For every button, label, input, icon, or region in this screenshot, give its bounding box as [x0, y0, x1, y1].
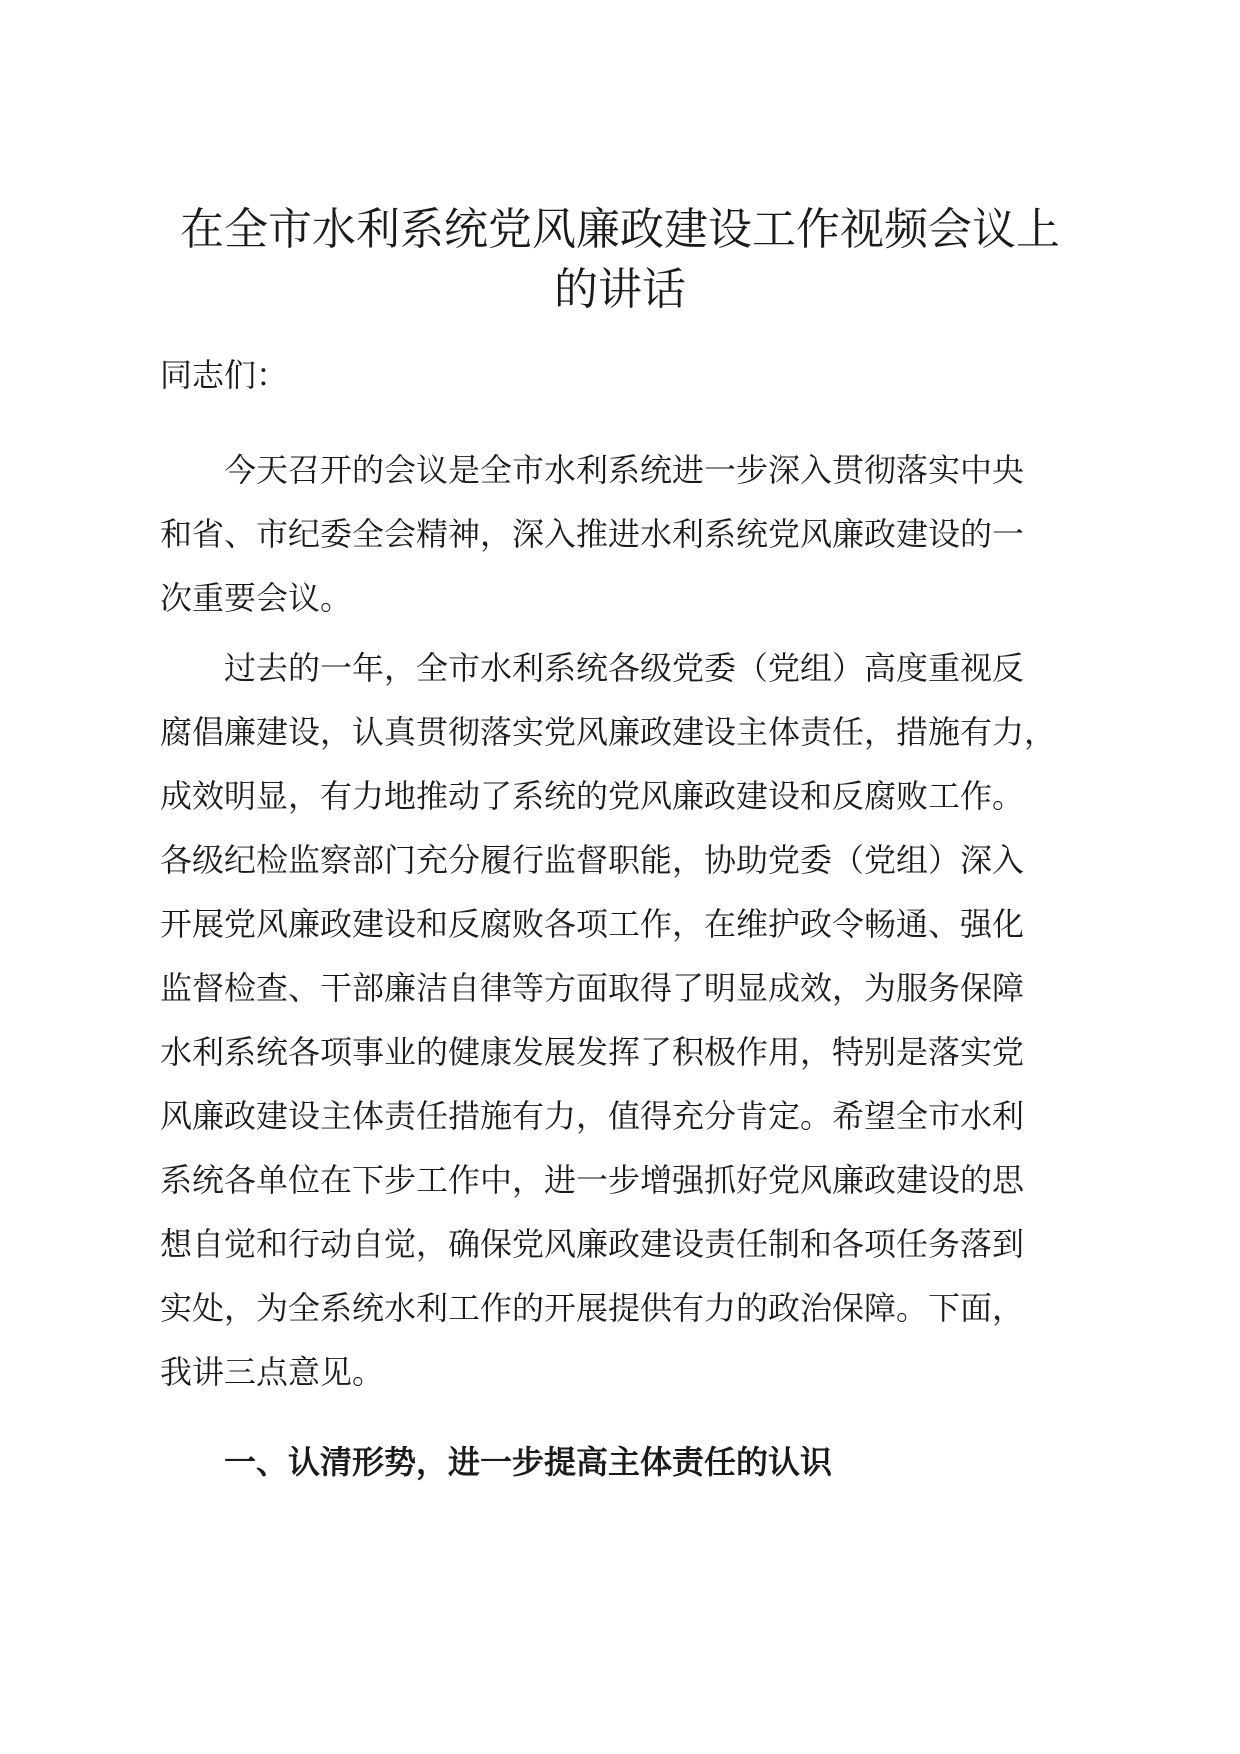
paragraph-line: 我讲三点意见。: [160, 1353, 385, 1391]
paragraph-line: 各级纪检监察部门充分履行监督职能，协助党委（党组）深入: [160, 841, 1025, 879]
paragraph-line: 监督检查、干部廉洁自律等方面取得了明显成效，为服务保障: [160, 969, 1025, 1007]
paragraph-line: 想自觉和行动自觉，确保党风廉政建设责任制和各项任务落到: [160, 1225, 1025, 1263]
title-line-1: 在全市水利系统党风廉政建设工作视频会议上: [180, 204, 1060, 255]
paragraph-line: 成效明显，有力地推动了系统的党风廉政建设和反腐败工作。: [160, 777, 1025, 815]
section-heading: 一、认清形势，进一步提高主体责任的认识: [224, 1443, 833, 1481]
title-line-2: 的讲话: [554, 264, 686, 315]
paragraph-line: 开展党风廉政建设和反腐败各项工作，在维护政令畅通、强化: [160, 905, 1025, 943]
paragraph-line: 今天召开的会议是全市水利系统进一步深入贯彻落实中央: [224, 451, 1025, 489]
paragraph-line: 腐倡廉建设，认真贯彻落实党风廉政建设主体责任，措施有力，: [160, 713, 1057, 751]
paragraph-line: 实处，为全系统水利工作的开展提供有力的政治保障。下面，: [160, 1289, 1025, 1327]
paragraph-line: 过去的一年，全市水利系统各级党委（党组）高度重视反: [224, 649, 1025, 687]
paragraph-1: [160, 438, 1090, 630]
paragraph-line: 系统各单位在下步工作中，进一步增强抓好党风廉政建设的思: [160, 1161, 1025, 1199]
paragraph-line: 和省、市纪委全会精神，深入推进水利系统党风廉政建设的一: [160, 515, 1025, 553]
salutation: 同志们：: [160, 356, 289, 394]
paragraph-line: 风廉政建设主体责任措施有力，值得充分肯定。希望全市水利: [160, 1097, 1025, 1135]
paragraph-2: [160, 636, 1090, 1404]
document-title: [140, 200, 1100, 320]
paragraph-line: 次重要会议。: [160, 579, 353, 617]
paragraph-line: 水利系统各项事业的健康发展发挥了积极作用，特别是落实党: [160, 1033, 1025, 1071]
